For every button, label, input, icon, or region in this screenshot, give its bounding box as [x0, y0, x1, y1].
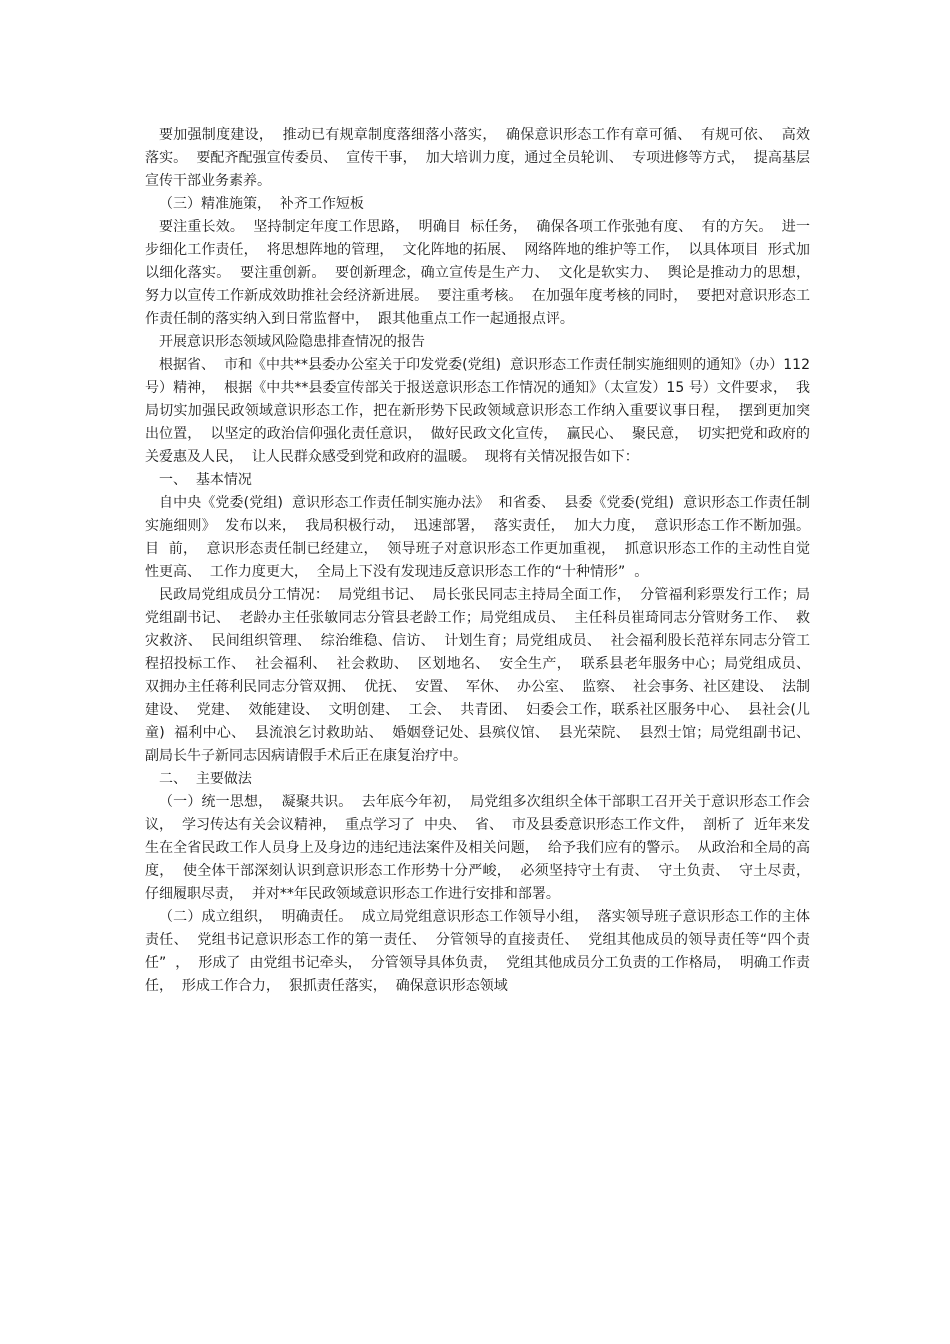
paragraph-report-basis: 根据省、 市和《中共**县委办公室关于印发党委(党组) 意识形态工作责任制实施细则的通知》（办）112 号）精神， 根据《中共**县委宣传部关于报送意识形态工作情况的通知》（太宣发）15 号）文件要求， 我局切实加强民政领域意识形态工作，把在新形势下民政领域意识形态工作纳入重要议事日程， 摆到更加突出位置， 以坚定的政治信仰强化责任意识， 做好民政文化宣传， 赢民心、 聚民意， 切实把党和政府的关爱惠及人民， 让人民群众感受到党和政府的温暖。 现将有关情况报告如下： [145, 357, 815, 465]
paragraph-division-of-duties: 民政局党组成员分工情况： 局党组书记、 局长张民同志主持局全面工作， 分管福利彩票发行工作；局党组副书记、 老龄办主任张敏同志分管县老龄工作；局党组成员、 主任科员崔琦同志分管财务工作、 救灾救济、 民间组织管理、 综治维稳、信访、 计划生育；局党组成员、 社会福利股长范祥东同志分管工程招投标工作、 社会福利、 社会救助、 区划地名、 安全生产， 联系县老年服务中心；局党组成员、 双拥办主任蒋利民同志分管双拥、 优抚、 安置、 军休、 办公室、 监察、 社会事务、社区建设、 法制建设、 党建、 效能建设、 文明创建、 工会、 共青团、 妇委会工作，联系社区服务中心、 县社会(儿童) 福利中心、 县流浪乞讨救助站、 婚姻登记处、县殡仪馆、 县光荣院、 县烈士馆；局党组副书记、 副局长牛子新同志因病请假手术后正在康复治疗中。 [145, 587, 819, 764]
paragraph-unify-thinking: （一）统一思想， 凝聚共识。 去年底今年初， 局党组多次组织全体干部职工召开关于意识形态工作会议， 学习传达有关会议精神， 重点学习了 中央、 省、 市及县委意识形态工作文件， 剖析了 近年来发生在全省民政工作人员身上及身边的违纪违法案件及相关问题， 给予我们应有的警示。 从政治和全局的高度， 使全体干部深刻认识到意识形态工作形势十分严峻， 必须坚持守土有责、 守土负责、 守土尽责， 仔细履职尽责， 并对**年民政领域意识形态工作进行安排和部署。 [145, 794, 819, 902]
paragraph-establish-organization: （二）成立组织， 明确责任。 成立局党组意识形态工作领导小组， 落实领导班子意识形态工作的主体责任、 党组书记意识形态工作的第一责任、 分管领导的直接责任、 党组其他成员的领导责任等“四个责任” ， 形成了 由党组书记牵头， 分管领导具体负责， 党组其他成员分工负责的工作格局， 明确工作责任， 形成工作合力， 狠抓责任落实， 确保意识形态领域 [145, 909, 810, 994]
section-heading-basic-situation: 一、 基本情况 [159, 472, 252, 488]
paragraph-basic-situation: 自中央《党委(党组) 意识形态工作责任制实施办法》 和省委、 县委《党委(党组) 意识形态工作责任制实施细则》 发布以来， 我局积极行动， 迅速部署， 落实责任， 加大力度， 意识形态工作不断加强。 目 前， 意识形态责任制已经建立， 领导班子对意识形态工作更加重视， 抓意识形态工作的主动性自觉性更高、 工作力度更大， 全局上下没有发现违反意识形态工作的“十种情形” 。 [145, 495, 819, 580]
paragraph-long-term-effect: 要注重长效。 坚持制定年度工作思路， 明确目 标任务， 确保各项工作张弛有度、 有的方矢。 进一步细化工作责任， 将思想阵地的管理， 文化阵地的拓展、 网络阵地的维护等工作， 以具体项目 形式加以细化落实。 要注重创新。 要创新理念，确立宣传是生产力、 文化是软实力、 舆论是推动力的思想， 努力以宣传工作新成效助推社会经济新进展。 要注重考核。 在加强年度考核的同时， 要把对意识形态工作责任制的落实纳入到日常监督中， 跟其他重点工作一起通报点评。 [145, 219, 819, 327]
report-title: 开展意识形态领域风险隐患排查情况的报告 [159, 334, 425, 350]
section-heading-precise-measures: （三）精准施策， 补齐工作短板 [159, 196, 364, 212]
paragraph-institution-building: 要加强制度建设， 推动已有规章制度落细落小落实， 确保意识形态工作有章可循、 有规可依、 高效落实。 要配齐配强宣传委员、 宣传干事， 加大培训力度，通过全员轮训、 专项进修等方式， 提高基层宣传干部业务素养。 [145, 127, 810, 189]
document-page [145, 124, 819, 998]
section-heading-main-practices: 二、 主要做法 [159, 771, 252, 787]
